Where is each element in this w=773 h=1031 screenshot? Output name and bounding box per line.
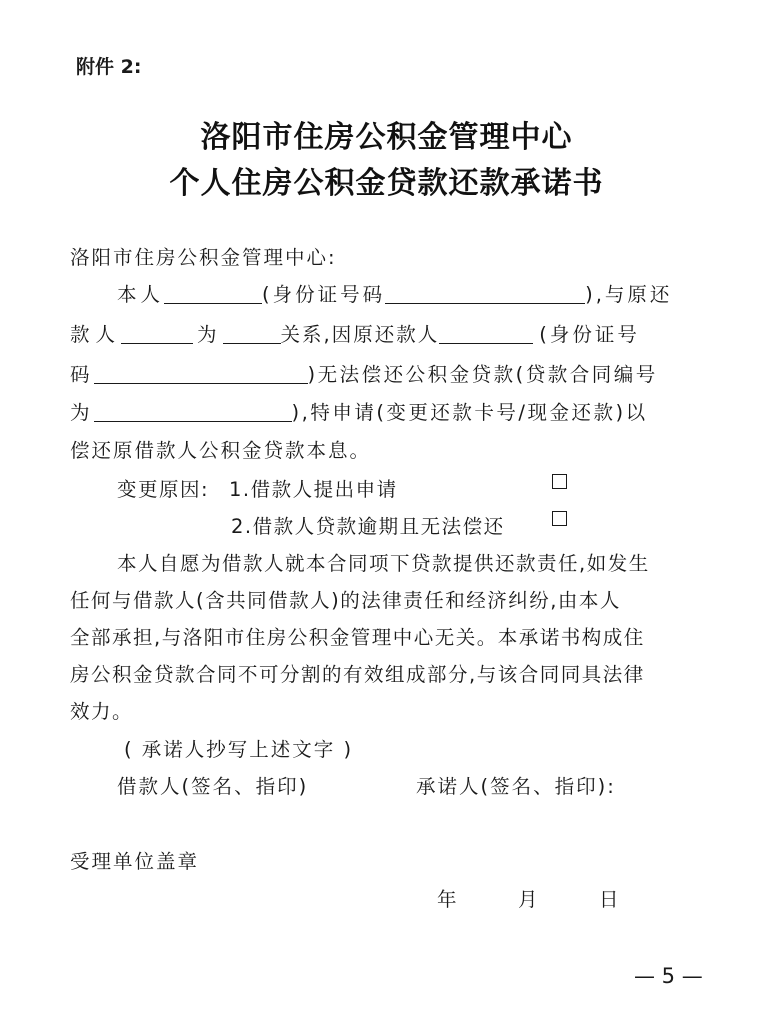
pledge-paragraph-line-3: 全部承担,与洛阳市住房公积金管理中心无关。本承诺书构成住 — [70, 626, 645, 649]
pledge-paragraph-line-4: 房公积金贷款合同不可分割的有效组成部分,与该合同同具法律 — [70, 663, 645, 686]
copy-instruction: ( 承诺人抄写上述文字 ) — [124, 738, 354, 761]
date-year-label: 年 — [437, 888, 457, 911]
accepting-unit-stamp-label: 受理单位盖章 — [70, 850, 200, 873]
text-id-label-2: (身份证号 — [539, 323, 640, 346]
text-id-label: (身份证号码 — [262, 283, 386, 306]
pledge-line-5: 偿还原借款人公积金贷款本息。 — [70, 439, 372, 462]
page-number: — 5 — — [634, 964, 703, 988]
title-line-1: 洛阳市住房公积金管理中心 — [200, 120, 573, 155]
id-number-blank[interactable] — [385, 283, 585, 304]
relationship-blank[interactable] — [223, 323, 281, 344]
original-borrower-blank[interactable] — [439, 323, 533, 344]
name-blank[interactable] — [164, 283, 262, 304]
pledge-line-1 — [117, 281, 672, 309]
guarantor-signature-label: 承诺人(签名、指印): — [416, 775, 616, 798]
reason-1-checkbox[interactable] — [552, 474, 567, 489]
borrower-name-blank[interactable] — [121, 323, 193, 344]
addressee: 洛阳市住房公积金管理中心: — [70, 246, 337, 269]
date-month-label: 月 — [518, 888, 538, 911]
text-kuan-ren: 款人 — [70, 323, 122, 346]
change-reason-label: 变更原因: — [117, 478, 210, 501]
text-wei: 为 — [197, 323, 223, 346]
text-wei-2: 为 — [70, 401, 90, 424]
pledge-paragraph-line-1: 本人自愿为借款人就本合同项下贷款提供还款责任,如发生 — [117, 552, 650, 575]
text-ma: 码 — [70, 363, 90, 386]
borrower-signature-label: 借款人(签名、指印) — [117, 775, 309, 798]
reason-option-2: 2.借款人贷款逾期且无法偿还 — [231, 515, 505, 538]
text-unable-repay: )无法偿还公积金贷款(贷款合同编号 — [307, 363, 658, 386]
contract-number-blank[interactable] — [94, 401, 292, 422]
pledge-line-4 — [70, 399, 648, 427]
text-relationship: 关系,因原还款人 — [280, 323, 440, 346]
text-ben-ren: 本人 — [117, 283, 165, 306]
attachment-label: 附件 2: — [76, 56, 142, 78]
text-special-request: ),特申请(变更还款卡号/现金还款)以 — [291, 401, 648, 424]
title-line-2: 个人住房公积金贷款还款承诺书 — [169, 166, 604, 201]
pledge-line-2 — [70, 321, 640, 349]
pledge-paragraph-line-5: 效力。 — [70, 700, 134, 723]
text-with-original: ),与原还 — [585, 283, 673, 306]
date-day-label: 日 — [599, 888, 619, 911]
pledge-paragraph-line-2: 任何与借款人(含共同借款人)的法律责任和经济纠纷,由本人 — [70, 589, 621, 612]
reason-2-checkbox[interactable] — [552, 511, 567, 526]
original-id-blank[interactable] — [94, 363, 308, 384]
pledge-line-3 — [70, 361, 658, 389]
reason-option-1: 1.借款人提出申请 — [229, 478, 398, 501]
